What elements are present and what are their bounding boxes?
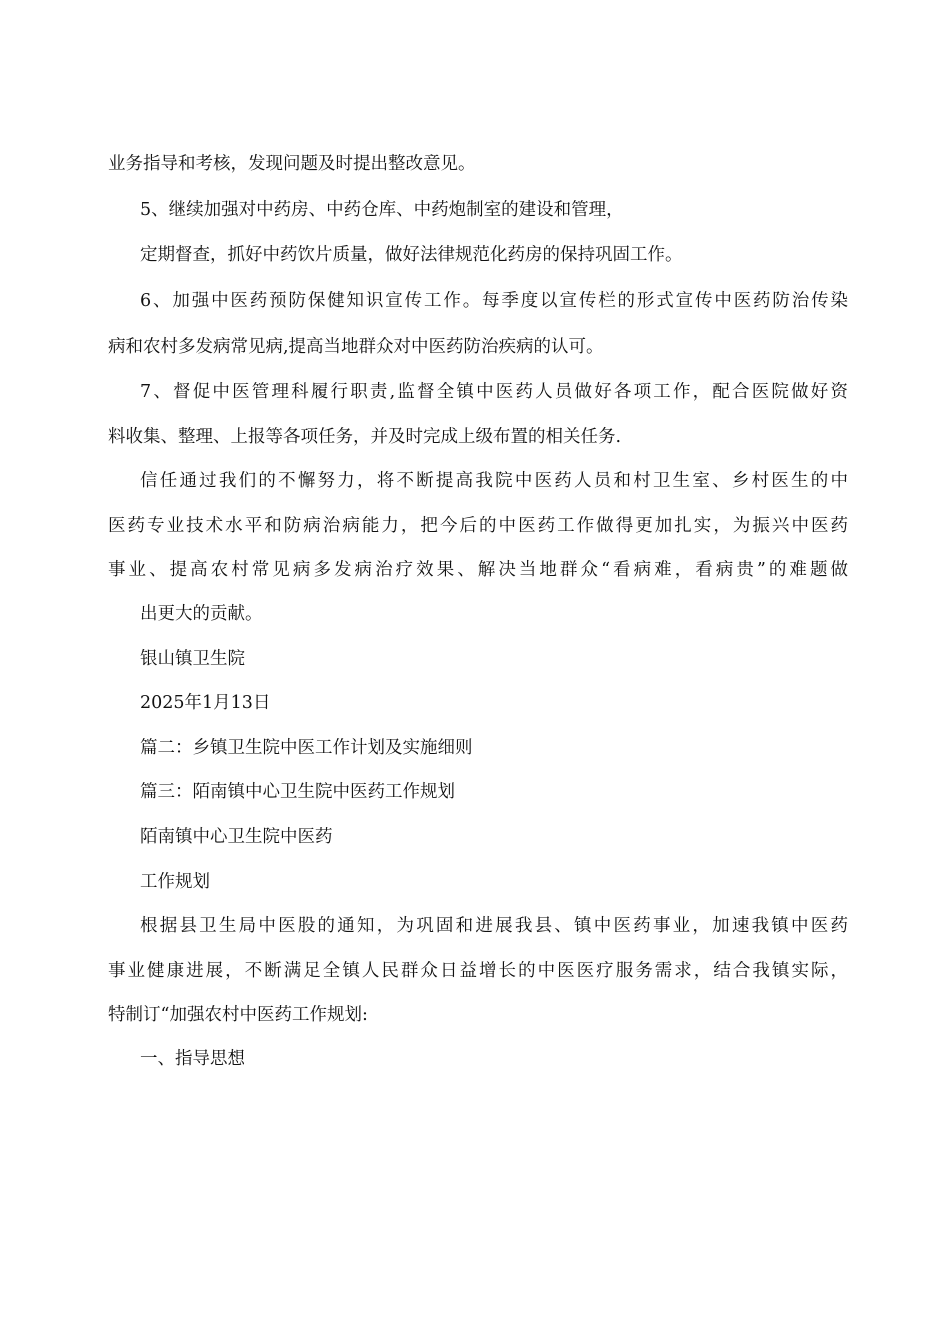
- text-line: 业务指导和考核，发现问题及时提出整改意见。: [108, 154, 476, 174]
- text-line: 6、加强中医药预防保健知识宣传工作。每季度以宣传栏的形式宣传中医药防治传染: [140, 291, 848, 311]
- text-line: 信任通过我们的不懈努力，将不断提高我院中医药人员和村卫生室、乡村医生的中: [140, 471, 848, 491]
- text-line: 事业、提高农村常见病多发病治疗效果、解决当地群众“看病难，看病贵”的难题做: [108, 560, 848, 580]
- text-line: 料收集、整理、上报等各项任务，并及时完成上级布置的相关任务.: [108, 427, 622, 447]
- text-line: 特制订“加强农村中医药工作规划:: [108, 1005, 368, 1025]
- text-line: 7、督促中医管理科履行职责,监督全镇中医药人员做好各项工作，配合医院做好资: [140, 382, 848, 402]
- text-line: 工作规划: [140, 872, 210, 892]
- text-line: 根据县卫生局中医股的通知，为巩固和进展我县、镇中医药事业，加速我镇中医药: [140, 916, 848, 936]
- text-line: 篇三：陌南镇中心卫生院中医药工作规划: [140, 782, 455, 802]
- text-line: 银山镇卫生院: [140, 649, 245, 669]
- text-line: 病和农村多发病常见病,提高当地群众对中医药防治疾病的认可。: [108, 337, 604, 357]
- text-line: 5、继续加强对中药房、中药仓库、中药炮制室的建设和管理，: [140, 200, 624, 220]
- text-line: 出更大的贡献。: [140, 604, 263, 624]
- text-line: 2025年1月13日: [140, 693, 271, 713]
- text-line: 定期督查，抓好中药饮片质量，做好法律规范化药房的保持巩固工作。: [140, 245, 683, 265]
- text-line: 医药专业技术水平和防病治病能力，把今后的中医药工作做得更加扎实，为振兴中医药: [108, 516, 848, 536]
- text-line: 事业健康进展，不断满足全镇人民群众日益增长的中医医疗服务需求，结合我镇实际，: [108, 961, 848, 981]
- text-line: 篇二：乡镇卫生院中医工作计划及实施细则: [140, 738, 473, 758]
- text-line: 一、指导思想: [140, 1049, 245, 1069]
- text-line: 陌南镇中心卫生院中医药: [140, 827, 333, 847]
